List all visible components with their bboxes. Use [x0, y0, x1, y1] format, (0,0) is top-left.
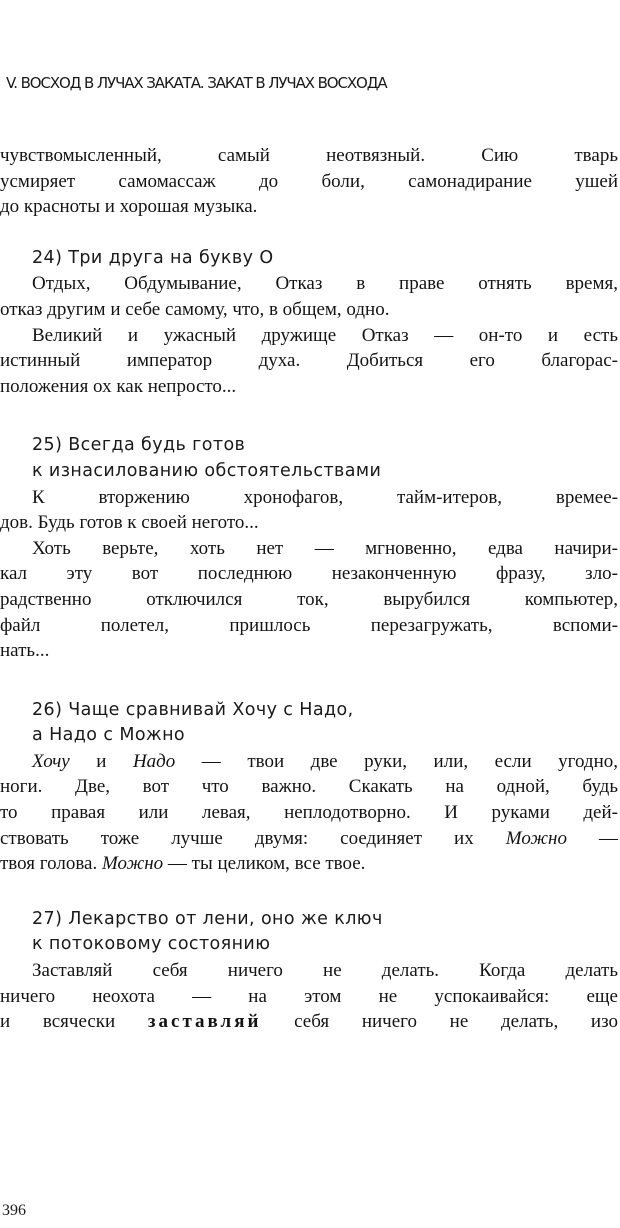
text-line: положения ох как непросто...	[0, 375, 237, 397]
section-24-paragraph-1	[0, 271, 618, 322]
text-line: дов. Будь готов к своей негото...	[0, 512, 259, 534]
section-24-heading: 24) Три друга на букву О	[32, 247, 274, 268]
text-line: истинный император духа. Добиться его благорас-	[0, 350, 618, 372]
section-27-paragraph	[0, 958, 618, 1035]
text-run: ствовать тоже лучше двумя: соединяет их	[0, 827, 506, 849]
section-25-heading: 25) Всегда будь готов	[32, 435, 246, 456]
section-26-paragraph	[0, 749, 618, 877]
text-line: нать...	[0, 640, 50, 662]
text-line	[0, 826, 618, 852]
body-text	[0, 143, 618, 1035]
spaced-emphasis: заставляй	[147, 1011, 262, 1033]
text-line: ничего неохота — на этом не успокаивайся: еще	[0, 985, 618, 1007]
text-run: твоя голова.	[0, 853, 102, 875]
text-line: кал эту вот последнюю незаконченную фразу, зло-	[0, 563, 618, 585]
text-run: и	[69, 750, 133, 772]
text-line: Великий и ужасный дружище Отказ — он-то и есть	[32, 324, 618, 346]
text-line	[0, 749, 618, 775]
intro-paragraph	[0, 143, 618, 220]
text-run: —	[566, 827, 618, 849]
emphasis: Можно	[505, 827, 567, 849]
section-25-paragraph-1	[0, 485, 618, 536]
text-line: усмиряет самомассаж до боли, самонадирание ушей	[0, 170, 618, 192]
text-line: радственно отключился ток, вырубился компьютер,	[0, 588, 618, 610]
text-run: и всячески	[0, 1011, 148, 1033]
section-26-heading-cont: а Надо с Можно	[32, 725, 186, 746]
text-line	[0, 1009, 618, 1035]
emphasis: Надо	[132, 750, 176, 772]
emphasis: Хочу	[32, 750, 70, 772]
text-run: себя ничего не делать, изо	[261, 1011, 618, 1033]
text-line: Заставляй себя ничего не делать. Когда делать	[32, 960, 618, 982]
running-head: V. ВОСХОД В ЛУЧАХ ЗАКАТА. ЗАКАТ В ЛУЧАХ ВОСХОДА	[6, 74, 387, 92]
page-number: 396	[2, 1202, 26, 1219]
text-line: до красноты и хорошая музыка.	[0, 196, 258, 218]
text-run: — твои две руки, или, если угодно,	[175, 750, 618, 772]
text-line: чувствомысленный, самый неотвязный. Сию тварь	[0, 145, 618, 166]
text-line: Хоть верьте, хоть нет — мгновенно, едва начири-	[32, 537, 618, 559]
text-line: ноги. Две, вот что важно. Скакать на одной, будь	[0, 776, 618, 798]
text-line: Отдых, Обдумывание, Отказ в праве отнять время,	[32, 273, 618, 295]
section-27-heading-cont: к потоковому состоянию	[32, 934, 271, 955]
section-25-heading-cont: к изнасилованию обстоятельствами	[32, 460, 382, 481]
text-run: — ты целиком, все твое.	[163, 853, 366, 875]
text-line: отказ другим и себе самому, что, в общем, одно.	[0, 298, 390, 320]
emphasis: Можно	[101, 853, 164, 875]
text-line: файл полетел, пришлось перезагружать, вспоми-	[0, 614, 618, 636]
section-24-paragraph-2	[0, 323, 618, 400]
section-26-heading: 26) Чаще сравнивай Хочу с Надо,	[32, 699, 354, 720]
section-27-heading: 27) Лекарство от лени, оно же ключ	[32, 908, 383, 929]
text-line: то правая или левая, неплодотворно. И руками дей-	[0, 802, 618, 824]
text-line: К вторжению хронофагов, тайм-итеров, времее-	[32, 486, 618, 508]
text-line	[0, 851, 618, 877]
section-25-paragraph-2	[0, 536, 618, 664]
